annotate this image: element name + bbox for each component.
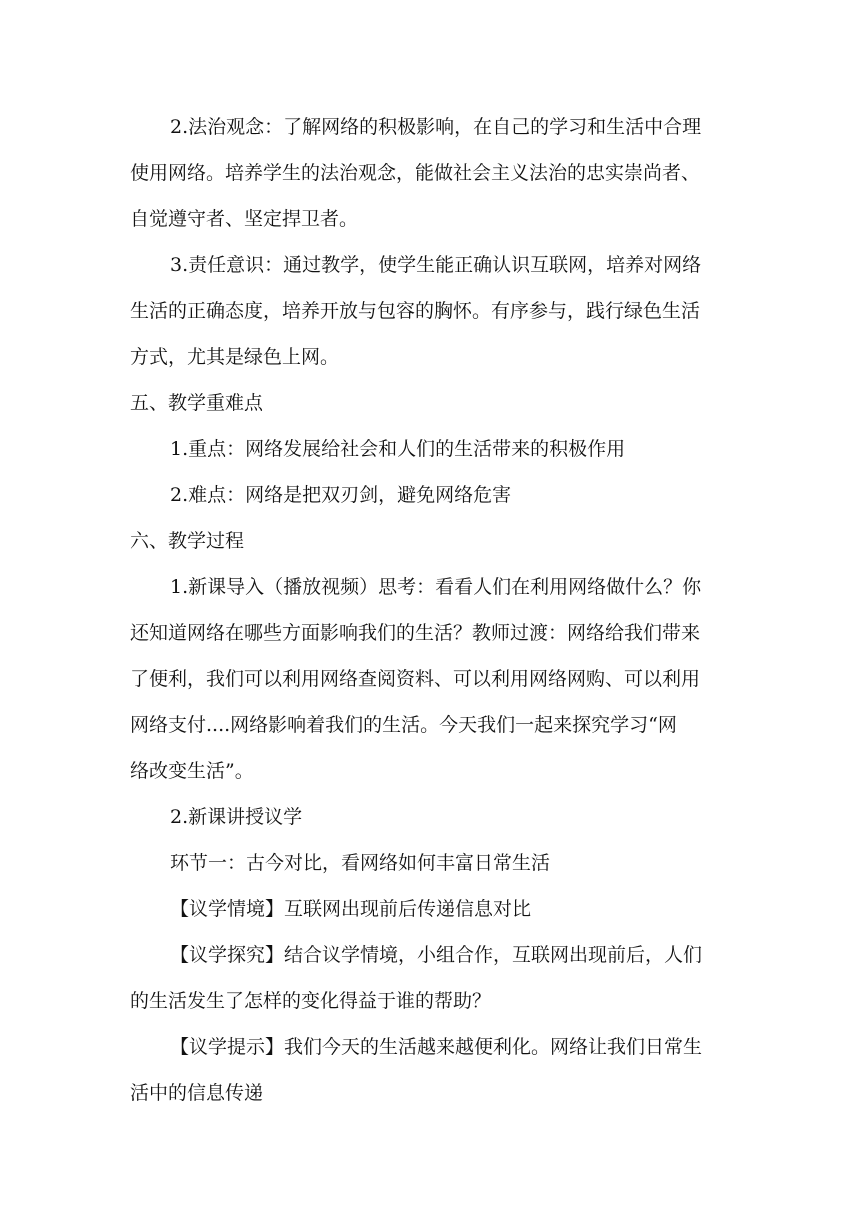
paragraph-line: 2.新课讲授议学 bbox=[170, 806, 303, 828]
paragraph-line: 网络支付....网络影响着我们的生活。今天我们一起来探究学习“网 bbox=[130, 714, 677, 736]
section-heading: 五、教学重难点 bbox=[130, 392, 264, 414]
paragraph-line: 【议学情境】互联网出现前后传递信息对比 bbox=[170, 898, 532, 920]
paragraph-line: 的生活发生了怎样的变化得益于谁的帮助？ bbox=[130, 990, 492, 1012]
paragraph-line: 方式，尤其是绿色上网。 bbox=[130, 346, 340, 368]
paragraph-line: 环节一：古今对比，看网络如何丰富日常生活 bbox=[170, 852, 551, 874]
paragraph-line: 【议学探究】结合议学情境，小组合作，互联网出现前后，人们 bbox=[170, 944, 703, 966]
paragraph-line: 还知道网络在哪些方面影响我们的生活？教师过渡：网络给我们带来 bbox=[130, 622, 701, 644]
paragraph-line: 自觉遵守者、坚定捍卫者。 bbox=[130, 208, 359, 230]
paragraph-line: 活中的信息传递 bbox=[130, 1082, 264, 1104]
paragraph-line: 1.重点：网络发展给社会和人们的生活带来的积极作用 bbox=[170, 438, 626, 460]
paragraph-line: 了便利，我们可以利用网络查阅资料、可以利用网络网购、可以利用 bbox=[130, 668, 701, 690]
paragraph-line: 络改变生活”。 bbox=[130, 760, 254, 782]
paragraph-line: 2.法治观念：了解网络的积极影响，在自己的学习和生活中合理 bbox=[170, 116, 702, 138]
paragraph-line: 【议学提示】我们今天的生活越来越便利化。网络让我们日常生 bbox=[170, 1036, 703, 1058]
paragraph-line: 3.责任意识：通过教学，使学生能正确认识互联网，培养对网络 bbox=[170, 254, 702, 276]
paragraph-line: 生活的正确态度，培养开放与包容的胸怀。有序参与，践行绿色生活 bbox=[130, 300, 701, 322]
paragraph-line: 使用网络。培养学生的法治观念，能做社会主义法治的忠实崇尚者、 bbox=[130, 162, 701, 184]
section-heading: 六、教学过程 bbox=[130, 530, 245, 552]
document-page bbox=[130, 104, 734, 1116]
paragraph-line: 2.难点：网络是把双刃剑，避免网络危害 bbox=[170, 484, 512, 506]
paragraph-line: 1.新课导入（播放视频）思考：看看人们在利用网络做什么？你 bbox=[170, 576, 702, 598]
